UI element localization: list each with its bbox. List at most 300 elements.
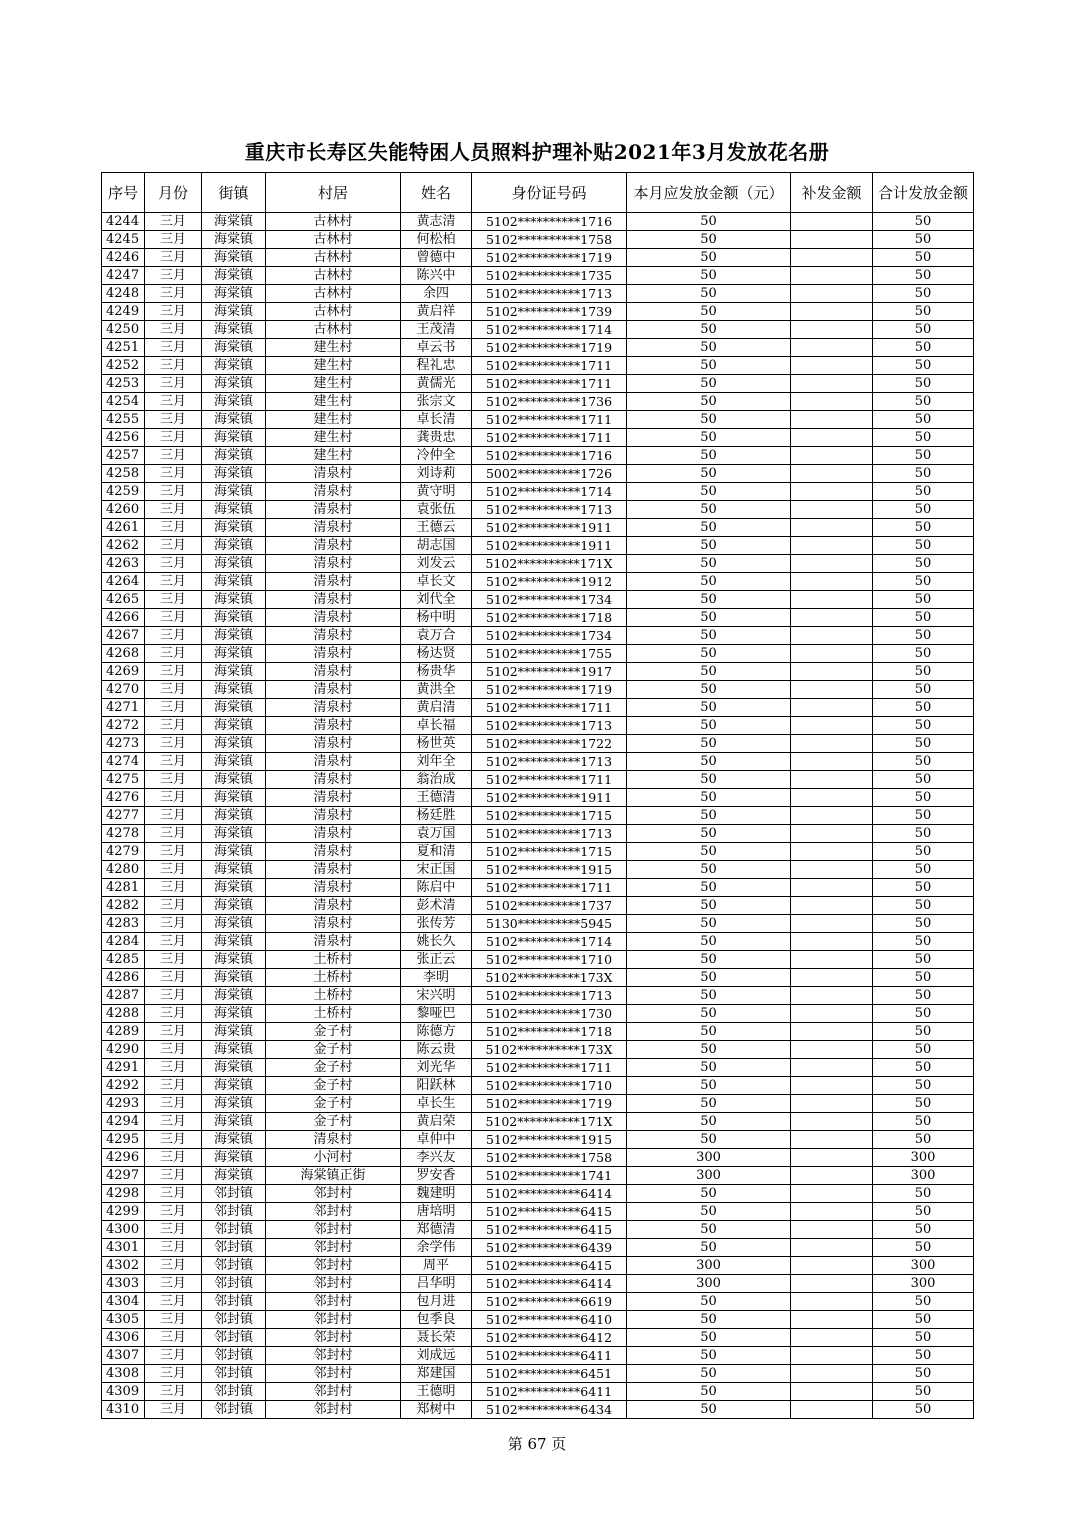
village-cell: 邻封村 xyxy=(266,1221,401,1239)
serial-number-cell: 4276 xyxy=(102,789,145,807)
serial-number-cell: 4282 xyxy=(102,897,145,915)
id-number-cell: 5102**********1715 xyxy=(472,843,627,861)
total-amount-cell: 50 xyxy=(873,537,974,555)
table-row xyxy=(102,987,974,1005)
town-cell: 海棠镇 xyxy=(202,897,266,915)
supplement-amount-cell xyxy=(791,861,873,879)
supplement-amount-cell xyxy=(791,771,873,789)
monthly-amount-cell: 300 xyxy=(627,1275,791,1293)
id-number-cell: 5102**********6412 xyxy=(472,1329,627,1347)
town-cell: 海棠镇 xyxy=(202,447,266,465)
supplement-amount-cell xyxy=(791,1041,873,1059)
month-cell: 三月 xyxy=(145,1077,202,1095)
name-cell: 彭术清 xyxy=(401,897,472,915)
serial-number-cell: 4262 xyxy=(102,537,145,555)
supplement-amount-cell xyxy=(791,1203,873,1221)
town-cell: 海棠镇 xyxy=(202,537,266,555)
id-number-cell: 5102**********1737 xyxy=(472,897,627,915)
id-number-cell: 5102**********171X xyxy=(472,1113,627,1131)
serial-number-cell: 4284 xyxy=(102,933,145,951)
table-row xyxy=(102,357,974,375)
town-cell: 邻封镇 xyxy=(202,1239,266,1257)
name-cell: 杨贵华 xyxy=(401,663,472,681)
id-number-cell: 5102**********1734 xyxy=(472,627,627,645)
supplement-amount-cell xyxy=(791,339,873,357)
serial-number-cell: 4267 xyxy=(102,627,145,645)
village-cell: 土桥村 xyxy=(266,951,401,969)
total-amount-cell: 50 xyxy=(873,375,974,393)
supplement-amount-cell xyxy=(791,969,873,987)
month-cell: 三月 xyxy=(145,933,202,951)
serial-number-cell: 4257 xyxy=(102,447,145,465)
monthly-amount-cell: 50 xyxy=(627,213,791,231)
month-cell: 三月 xyxy=(145,1347,202,1365)
monthly-amount-cell: 50 xyxy=(627,339,791,357)
supplement-amount-cell xyxy=(791,663,873,681)
table-row xyxy=(102,1095,974,1113)
total-amount-cell: 50 xyxy=(873,1131,974,1149)
serial-number-cell: 4247 xyxy=(102,267,145,285)
name-cell: 袁张伍 xyxy=(401,501,472,519)
month-cell: 三月 xyxy=(145,627,202,645)
monthly-amount-cell: 50 xyxy=(627,447,791,465)
name-cell: 郑建国 xyxy=(401,1365,472,1383)
town-cell: 海棠镇 xyxy=(202,627,266,645)
village-cell: 邻封村 xyxy=(266,1311,401,1329)
town-cell: 海棠镇 xyxy=(202,483,266,501)
table-row xyxy=(102,213,974,231)
village-cell: 建生村 xyxy=(266,375,401,393)
name-cell: 刘年全 xyxy=(401,753,472,771)
town-cell: 海棠镇 xyxy=(202,393,266,411)
table-row xyxy=(102,339,974,357)
supplement-amount-cell xyxy=(791,393,873,411)
id-number-cell: 5102**********1735 xyxy=(472,267,627,285)
month-cell: 三月 xyxy=(145,285,202,303)
table-row xyxy=(102,1347,974,1365)
monthly-amount-cell: 50 xyxy=(627,1113,791,1131)
name-cell: 李兴友 xyxy=(401,1149,472,1167)
monthly-amount-cell: 50 xyxy=(627,231,791,249)
id-number-cell: 5102**********6434 xyxy=(472,1401,627,1419)
total-amount-cell: 50 xyxy=(873,951,974,969)
serial-number-cell: 4290 xyxy=(102,1041,145,1059)
total-amount-cell: 50 xyxy=(873,213,974,231)
village-cell: 清泉村 xyxy=(266,933,401,951)
id-number-cell: 5102**********1711 xyxy=(472,357,627,375)
monthly-amount-cell: 50 xyxy=(627,1059,791,1077)
village-cell: 金子村 xyxy=(266,1059,401,1077)
column-header: 序号 xyxy=(102,173,145,213)
supplement-amount-cell xyxy=(791,231,873,249)
month-cell: 三月 xyxy=(145,969,202,987)
month-cell: 三月 xyxy=(145,231,202,249)
monthly-amount-cell: 50 xyxy=(627,969,791,987)
id-number-cell: 5102**********1719 xyxy=(472,339,627,357)
column-header: 村居 xyxy=(266,173,401,213)
month-cell: 三月 xyxy=(145,1059,202,1077)
total-amount-cell: 300 xyxy=(873,1275,974,1293)
column-header: 身份证号码 xyxy=(472,173,627,213)
supplement-amount-cell xyxy=(791,1257,873,1275)
name-cell: 刘发云 xyxy=(401,555,472,573)
id-number-cell: 5102**********1713 xyxy=(472,753,627,771)
month-cell: 三月 xyxy=(145,1167,202,1185)
id-number-cell: 5102**********171X xyxy=(472,555,627,573)
month-cell: 三月 xyxy=(145,249,202,267)
table-row xyxy=(102,1401,974,1419)
village-cell: 邻封村 xyxy=(266,1365,401,1383)
total-amount-cell: 50 xyxy=(873,519,974,537)
supplement-amount-cell xyxy=(791,1131,873,1149)
town-cell: 邻封镇 xyxy=(202,1221,266,1239)
month-cell: 三月 xyxy=(145,411,202,429)
month-cell: 三月 xyxy=(145,339,202,357)
village-cell: 清泉村 xyxy=(266,771,401,789)
name-cell: 包季良 xyxy=(401,1311,472,1329)
column-header: 补发金额 xyxy=(791,173,873,213)
table-row xyxy=(102,249,974,267)
supplement-amount-cell xyxy=(791,843,873,861)
village-cell: 清泉村 xyxy=(266,573,401,591)
name-cell: 陈云贵 xyxy=(401,1041,472,1059)
month-cell: 三月 xyxy=(145,1311,202,1329)
monthly-amount-cell: 50 xyxy=(627,429,791,447)
total-amount-cell: 50 xyxy=(873,591,974,609)
village-cell: 建生村 xyxy=(266,393,401,411)
town-cell: 海棠镇 xyxy=(202,231,266,249)
monthly-amount-cell: 50 xyxy=(627,1383,791,1401)
village-cell: 清泉村 xyxy=(266,555,401,573)
total-amount-cell: 50 xyxy=(873,789,974,807)
id-number-cell: 5102**********1711 xyxy=(472,375,627,393)
village-cell: 古林村 xyxy=(266,267,401,285)
month-cell: 三月 xyxy=(145,501,202,519)
supplement-amount-cell xyxy=(791,411,873,429)
town-cell: 邻封镇 xyxy=(202,1203,266,1221)
monthly-amount-cell: 50 xyxy=(627,249,791,267)
total-amount-cell: 50 xyxy=(873,771,974,789)
village-cell: 清泉村 xyxy=(266,537,401,555)
total-amount-cell: 50 xyxy=(873,681,974,699)
serial-number-cell: 4286 xyxy=(102,969,145,987)
town-cell: 海棠镇 xyxy=(202,951,266,969)
month-cell: 三月 xyxy=(145,267,202,285)
table-row xyxy=(102,915,974,933)
monthly-amount-cell: 50 xyxy=(627,1401,791,1419)
village-cell: 清泉村 xyxy=(266,807,401,825)
id-number-cell: 5102**********1722 xyxy=(472,735,627,753)
name-cell: 余四 xyxy=(401,285,472,303)
month-cell: 三月 xyxy=(145,645,202,663)
village-cell: 清泉村 xyxy=(266,501,401,519)
total-amount-cell: 50 xyxy=(873,1077,974,1095)
serial-number-cell: 4275 xyxy=(102,771,145,789)
serial-number-cell: 4304 xyxy=(102,1293,145,1311)
id-number-cell: 5102**********1713 xyxy=(472,825,627,843)
total-amount-cell: 50 xyxy=(873,501,974,519)
town-cell: 海棠镇 xyxy=(202,249,266,267)
serial-number-cell: 4294 xyxy=(102,1113,145,1131)
total-amount-cell: 50 xyxy=(873,897,974,915)
supplement-amount-cell xyxy=(791,753,873,771)
village-cell: 清泉村 xyxy=(266,699,401,717)
village-cell: 金子村 xyxy=(266,1041,401,1059)
village-cell: 建生村 xyxy=(266,339,401,357)
monthly-amount-cell: 50 xyxy=(627,1023,791,1041)
id-number-cell: 5102**********1718 xyxy=(472,609,627,627)
table-row xyxy=(102,1113,974,1131)
village-cell: 清泉村 xyxy=(266,591,401,609)
village-cell: 邻封村 xyxy=(266,1239,401,1257)
id-number-cell: 5102**********173X xyxy=(472,1041,627,1059)
monthly-amount-cell: 50 xyxy=(627,861,791,879)
serial-number-cell: 4277 xyxy=(102,807,145,825)
name-cell: 刘光华 xyxy=(401,1059,472,1077)
serial-number-cell: 4252 xyxy=(102,357,145,375)
name-cell: 王德云 xyxy=(401,519,472,537)
supplement-amount-cell xyxy=(791,879,873,897)
supplement-amount-cell xyxy=(791,1347,873,1365)
table-row xyxy=(102,789,974,807)
town-cell: 海棠镇 xyxy=(202,411,266,429)
supplement-amount-cell xyxy=(791,627,873,645)
total-amount-cell: 50 xyxy=(873,717,974,735)
name-cell: 胡志国 xyxy=(401,537,472,555)
serial-number-cell: 4255 xyxy=(102,411,145,429)
total-amount-cell: 50 xyxy=(873,879,974,897)
column-header: 合计发放金额 xyxy=(873,173,974,213)
id-number-cell: 5102**********1713 xyxy=(472,501,627,519)
monthly-amount-cell: 300 xyxy=(627,1167,791,1185)
serial-number-cell: 4261 xyxy=(102,519,145,537)
name-cell: 余学伟 xyxy=(401,1239,472,1257)
month-cell: 三月 xyxy=(145,1041,202,1059)
month-cell: 三月 xyxy=(145,1113,202,1131)
supplement-amount-cell xyxy=(791,717,873,735)
serial-number-cell: 4289 xyxy=(102,1023,145,1041)
town-cell: 海棠镇 xyxy=(202,303,266,321)
serial-number-cell: 4250 xyxy=(102,321,145,339)
name-cell: 张传芳 xyxy=(401,915,472,933)
total-amount-cell: 50 xyxy=(873,1311,974,1329)
village-cell: 古林村 xyxy=(266,285,401,303)
total-amount-cell: 50 xyxy=(873,1293,974,1311)
name-cell: 何松柏 xyxy=(401,231,472,249)
id-number-cell: 5102**********1758 xyxy=(472,231,627,249)
monthly-amount-cell: 50 xyxy=(627,465,791,483)
month-cell: 三月 xyxy=(145,573,202,591)
town-cell: 海棠镇 xyxy=(202,861,266,879)
monthly-amount-cell: 50 xyxy=(627,1239,791,1257)
serial-number-cell: 4297 xyxy=(102,1167,145,1185)
table-row xyxy=(102,465,974,483)
id-number-cell: 5102**********6415 xyxy=(472,1257,627,1275)
town-cell: 海棠镇 xyxy=(202,699,266,717)
village-cell: 清泉村 xyxy=(266,753,401,771)
town-cell: 海棠镇 xyxy=(202,933,266,951)
total-amount-cell: 50 xyxy=(873,1365,974,1383)
month-cell: 三月 xyxy=(145,555,202,573)
total-amount-cell: 50 xyxy=(873,267,974,285)
id-number-cell: 5002**********1726 xyxy=(472,465,627,483)
id-number-cell: 5102**********6451 xyxy=(472,1365,627,1383)
town-cell: 海棠镇 xyxy=(202,1005,266,1023)
village-cell: 古林村 xyxy=(266,321,401,339)
monthly-amount-cell: 50 xyxy=(627,843,791,861)
subsidy-roster-table xyxy=(101,172,974,1419)
month-cell: 三月 xyxy=(145,861,202,879)
town-cell: 海棠镇 xyxy=(202,825,266,843)
table-row xyxy=(102,375,974,393)
total-amount-cell: 50 xyxy=(873,825,974,843)
supplement-amount-cell xyxy=(791,375,873,393)
name-cell: 袁万合 xyxy=(401,627,472,645)
town-cell: 海棠镇 xyxy=(202,285,266,303)
name-cell: 陈启中 xyxy=(401,879,472,897)
monthly-amount-cell: 50 xyxy=(627,789,791,807)
month-cell: 三月 xyxy=(145,591,202,609)
village-cell: 邻封村 xyxy=(266,1185,401,1203)
id-number-cell: 5102**********1715 xyxy=(472,807,627,825)
monthly-amount-cell: 50 xyxy=(627,825,791,843)
total-amount-cell: 50 xyxy=(873,843,974,861)
supplement-amount-cell xyxy=(791,429,873,447)
village-cell: 清泉村 xyxy=(266,789,401,807)
table-row xyxy=(102,519,974,537)
monthly-amount-cell: 50 xyxy=(627,1347,791,1365)
month-cell: 三月 xyxy=(145,951,202,969)
table-row xyxy=(102,393,974,411)
supplement-amount-cell xyxy=(791,1149,873,1167)
name-cell: 袁万国 xyxy=(401,825,472,843)
total-amount-cell: 50 xyxy=(873,1185,974,1203)
village-cell: 邻封村 xyxy=(266,1329,401,1347)
serial-number-cell: 4251 xyxy=(102,339,145,357)
town-cell: 海棠镇 xyxy=(202,591,266,609)
table-row xyxy=(102,411,974,429)
monthly-amount-cell: 50 xyxy=(627,483,791,501)
id-number-cell: 5102**********1718 xyxy=(472,1023,627,1041)
total-amount-cell: 50 xyxy=(873,915,974,933)
supplement-amount-cell xyxy=(791,465,873,483)
name-cell: 卓云书 xyxy=(401,339,472,357)
monthly-amount-cell: 50 xyxy=(627,537,791,555)
serial-number-cell: 4299 xyxy=(102,1203,145,1221)
total-amount-cell: 50 xyxy=(873,609,974,627)
id-number-cell: 5102**********6410 xyxy=(472,1311,627,1329)
serial-number-cell: 4249 xyxy=(102,303,145,321)
total-amount-cell: 50 xyxy=(873,303,974,321)
village-cell: 清泉村 xyxy=(266,897,401,915)
table-row xyxy=(102,573,974,591)
total-amount-cell: 50 xyxy=(873,1095,974,1113)
monthly-amount-cell: 50 xyxy=(627,393,791,411)
village-cell: 清泉村 xyxy=(266,681,401,699)
village-cell: 建生村 xyxy=(266,357,401,375)
supplement-amount-cell xyxy=(791,1185,873,1203)
id-number-cell: 5102**********1711 xyxy=(472,879,627,897)
town-cell: 海棠镇 xyxy=(202,807,266,825)
supplement-amount-cell xyxy=(791,591,873,609)
serial-number-cell: 4244 xyxy=(102,213,145,231)
town-cell: 海棠镇 xyxy=(202,915,266,933)
supplement-amount-cell xyxy=(791,609,873,627)
supplement-amount-cell xyxy=(791,825,873,843)
serial-number-cell: 4298 xyxy=(102,1185,145,1203)
id-number-cell: 5102**********1713 xyxy=(472,285,627,303)
monthly-amount-cell: 50 xyxy=(627,519,791,537)
table-row xyxy=(102,501,974,519)
total-amount-cell: 50 xyxy=(873,699,974,717)
total-amount-cell: 50 xyxy=(873,807,974,825)
supplement-amount-cell xyxy=(791,1005,873,1023)
column-header: 月份 xyxy=(145,173,202,213)
month-cell: 三月 xyxy=(145,1239,202,1257)
name-cell: 黄启清 xyxy=(401,699,472,717)
total-amount-cell: 50 xyxy=(873,411,974,429)
month-cell: 三月 xyxy=(145,1005,202,1023)
village-cell: 海棠镇正街 xyxy=(266,1167,401,1185)
village-cell: 古林村 xyxy=(266,303,401,321)
name-cell: 宋兴明 xyxy=(401,987,472,1005)
supplement-amount-cell xyxy=(791,249,873,267)
name-cell: 黎哑巴 xyxy=(401,1005,472,1023)
serial-number-cell: 4268 xyxy=(102,645,145,663)
supplement-amount-cell xyxy=(791,1167,873,1185)
id-number-cell: 5102**********1917 xyxy=(472,663,627,681)
monthly-amount-cell: 50 xyxy=(627,1077,791,1095)
total-amount-cell: 50 xyxy=(873,627,974,645)
id-number-cell: 5102**********1734 xyxy=(472,591,627,609)
town-cell: 海棠镇 xyxy=(202,501,266,519)
name-cell: 卓长文 xyxy=(401,573,472,591)
serial-number-cell: 4303 xyxy=(102,1275,145,1293)
name-cell: 姚长久 xyxy=(401,933,472,951)
supplement-amount-cell xyxy=(791,267,873,285)
monthly-amount-cell: 50 xyxy=(627,645,791,663)
month-cell: 三月 xyxy=(145,1257,202,1275)
table-row xyxy=(102,1221,974,1239)
table-row xyxy=(102,231,974,249)
serial-number-cell: 4258 xyxy=(102,465,145,483)
name-cell: 张正云 xyxy=(401,951,472,969)
monthly-amount-cell: 50 xyxy=(627,951,791,969)
id-number-cell: 5102**********1711 xyxy=(472,411,627,429)
id-number-cell: 5102**********1719 xyxy=(472,249,627,267)
table-row xyxy=(102,843,974,861)
total-amount-cell: 50 xyxy=(873,321,974,339)
month-cell: 三月 xyxy=(145,483,202,501)
table-row xyxy=(102,1005,974,1023)
id-number-cell: 5102**********1915 xyxy=(472,861,627,879)
village-cell: 清泉村 xyxy=(266,663,401,681)
village-cell: 金子村 xyxy=(266,1023,401,1041)
total-amount-cell: 50 xyxy=(873,1005,974,1023)
supplement-amount-cell xyxy=(791,1329,873,1347)
town-cell: 海棠镇 xyxy=(202,519,266,537)
town-cell: 海棠镇 xyxy=(202,1113,266,1131)
serial-number-cell: 4305 xyxy=(102,1311,145,1329)
serial-number-cell: 4264 xyxy=(102,573,145,591)
serial-number-cell: 4283 xyxy=(102,915,145,933)
month-cell: 三月 xyxy=(145,735,202,753)
name-cell: 聂长荣 xyxy=(401,1329,472,1347)
name-cell: 黄志清 xyxy=(401,213,472,231)
serial-number-cell: 4302 xyxy=(102,1257,145,1275)
month-cell: 三月 xyxy=(145,1095,202,1113)
monthly-amount-cell: 50 xyxy=(627,1185,791,1203)
